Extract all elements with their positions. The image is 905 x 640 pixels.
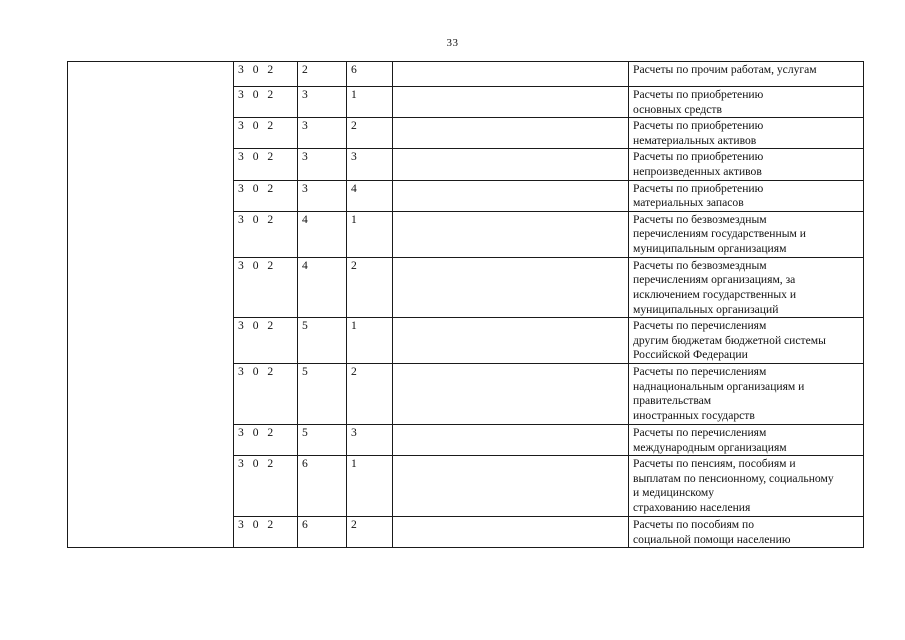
- account-code: 3 0 2: [238, 181, 277, 195]
- group-code-cell: 3: [298, 149, 347, 180]
- account-code: 3 0 2: [238, 518, 277, 532]
- page-number: 33: [446, 37, 459, 49]
- description-line: иностранных государств: [633, 408, 755, 422]
- account-code: 3 0 2: [238, 212, 277, 226]
- empty-cell: [393, 87, 629, 118]
- empty-cell: [393, 62, 629, 87]
- description-cell: [629, 456, 864, 517]
- description-line: Расчеты по пособиям по: [633, 518, 755, 532]
- description-cell: [629, 118, 864, 149]
- description-cell: [629, 257, 864, 317]
- description-cell: [629, 363, 864, 424]
- item-code-cell: 2: [347, 363, 393, 424]
- account-code-cell: [234, 149, 298, 180]
- item-code-cell: 2: [347, 257, 393, 317]
- description-line: Расчеты по безвозмездным: [633, 212, 767, 226]
- description-line: перечислениям организациям, за: [633, 273, 796, 287]
- account-code-cell: [234, 211, 298, 257]
- description-line: Расчеты по приобретению: [633, 88, 764, 101]
- group-code-cell: 6: [298, 517, 347, 548]
- description-line: страхованию населения: [633, 500, 751, 514]
- empty-cell: [393, 456, 629, 517]
- group-code-cell: 5: [298, 363, 347, 424]
- description-cell: [629, 318, 864, 364]
- description-line: Расчеты по приобретению: [633, 119, 764, 133]
- account-code-cell: [234, 363, 298, 424]
- description-line: исключением государственных и: [633, 287, 797, 301]
- empty-cell: [393, 149, 629, 180]
- account-code-cell: [234, 318, 298, 364]
- item-code-cell: 2: [347, 517, 393, 548]
- account-code-cell: [234, 87, 298, 118]
- description-line: международным организациям: [633, 440, 787, 454]
- item-code-cell: 1: [347, 211, 393, 257]
- description-line: Расчеты по безвозмездным: [633, 258, 767, 272]
- description-line: непроизведенных активов: [633, 164, 762, 178]
- description-line: перечислениям государственным и: [633, 227, 806, 241]
- account-code-cell: [234, 456, 298, 517]
- empty-cell: [393, 517, 629, 548]
- description-cell: [629, 424, 864, 455]
- empty-cell: [393, 257, 629, 317]
- empty-cell: [393, 118, 629, 149]
- empty-cell: [393, 211, 629, 257]
- account-code: 3 0 2: [238, 150, 277, 164]
- description-line: социальной помощи населению: [633, 532, 791, 546]
- account-code: 3 0 2: [238, 364, 277, 378]
- description-line: муниципальных организаций: [633, 302, 779, 316]
- account-code-cell: [234, 118, 298, 149]
- account-code-cell: [234, 424, 298, 455]
- account-code: 3 0 2: [238, 63, 277, 76]
- account-code: 3 0 2: [238, 425, 277, 439]
- item-code-cell: 4: [347, 180, 393, 211]
- item-code-cell: 1: [347, 318, 393, 364]
- description-cell: [629, 211, 864, 257]
- group-code-cell: 4: [298, 211, 347, 257]
- group-code-cell: 3: [298, 180, 347, 211]
- description-line: материальных запасов: [633, 196, 744, 210]
- group-code-cell: 4: [298, 257, 347, 317]
- account-code-cell: [234, 180, 298, 211]
- account-code: 3 0 2: [238, 319, 277, 333]
- description-line: Расчеты по перечислениям: [633, 425, 767, 439]
- item-code-cell: 6: [347, 62, 393, 87]
- description-line: Расчеты по прочим работам, услугам: [633, 63, 817, 76]
- group-code-cell: 5: [298, 424, 347, 455]
- description-line: Расчеты по приобретению: [633, 181, 764, 195]
- account-code: 3 0 2: [238, 88, 277, 101]
- account-code: 3 0 2: [238, 457, 277, 471]
- group-code-cell: 2: [298, 62, 347, 87]
- group-code-cell: 3: [298, 118, 347, 149]
- item-code-cell: 2: [347, 118, 393, 149]
- description-cell: [629, 62, 864, 87]
- empty-cell: [393, 318, 629, 364]
- account-code: 3 0 2: [238, 119, 277, 133]
- description-line: Расчеты по перечислениям: [633, 319, 767, 333]
- group-code-cell: 5: [298, 318, 347, 364]
- account-code-cell: [234, 62, 298, 87]
- description-line: нематериальных активов: [633, 133, 757, 147]
- description-cell: [629, 180, 864, 211]
- account-code-cell: [234, 257, 298, 317]
- description-line: Российской Федерации: [633, 348, 748, 362]
- description-cell: [629, 149, 864, 180]
- empty-first-column: [68, 62, 234, 548]
- description-line: Расчеты по пенсиям, пособиям и: [633, 457, 796, 471]
- description-line: муниципальным организациям: [633, 241, 787, 255]
- group-code-cell: 6: [298, 456, 347, 517]
- account-code: 3 0 2: [238, 258, 277, 272]
- account-code-cell: [234, 517, 298, 548]
- description-line: другим бюджетам бюджетной системы: [633, 333, 826, 347]
- item-code-cell: 3: [347, 149, 393, 180]
- empty-cell: [393, 363, 629, 424]
- description-line: наднациональным организациям и: [633, 379, 805, 393]
- item-code-cell: 1: [347, 456, 393, 517]
- accounts-table: [67, 61, 864, 548]
- description-line: выплатам по пенсионному, социальному: [633, 471, 834, 485]
- empty-cell: [393, 424, 629, 455]
- description-line: основных средств: [633, 102, 722, 116]
- description-line: и медицинскому: [633, 486, 715, 500]
- description-cell: [629, 87, 864, 118]
- description-line: Расчеты по перечислениям: [633, 364, 767, 378]
- table-body: [68, 62, 864, 548]
- empty-cell: [393, 180, 629, 211]
- description-cell: [629, 517, 864, 548]
- description-line: правительствам: [633, 394, 712, 408]
- description-line: Расчеты по приобретению: [633, 150, 764, 164]
- group-code-cell: 3: [298, 87, 347, 118]
- table-row: [68, 62, 864, 87]
- item-code-cell: 3: [347, 424, 393, 455]
- item-code-cell: 1: [347, 87, 393, 118]
